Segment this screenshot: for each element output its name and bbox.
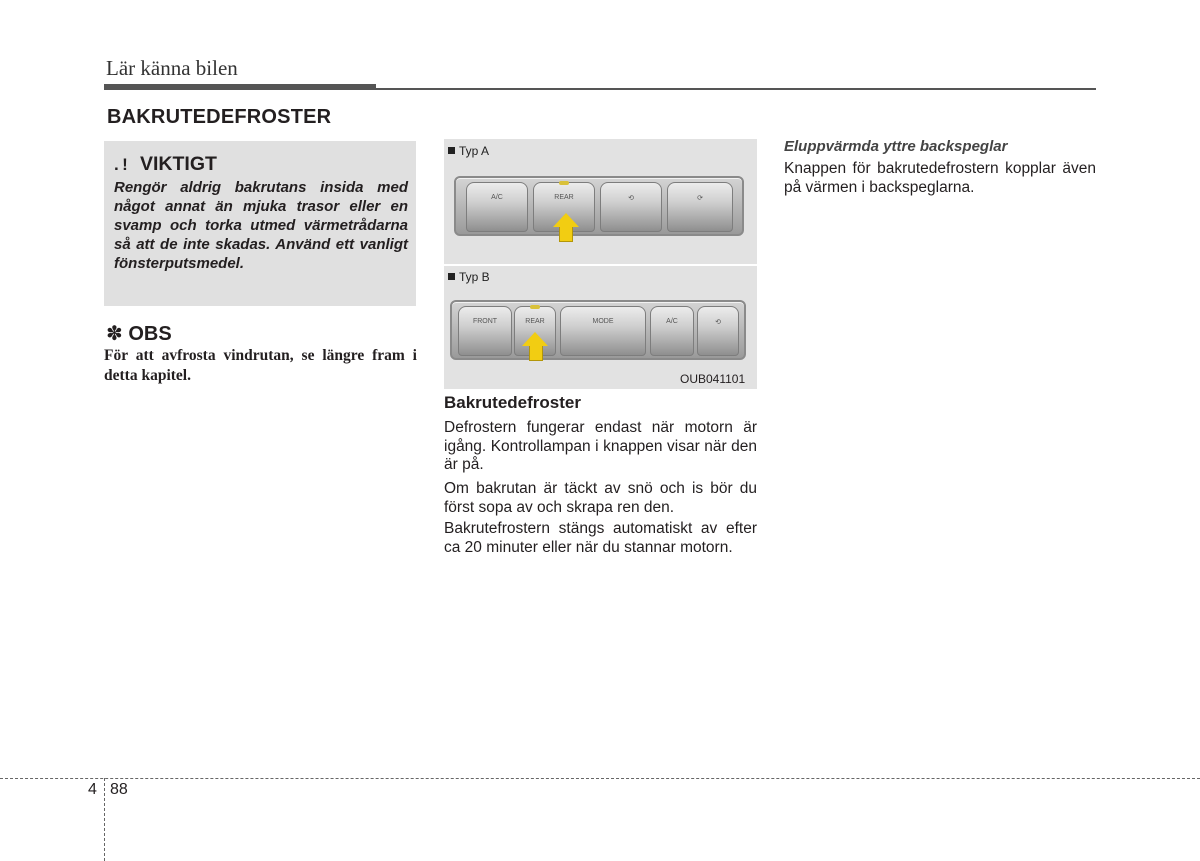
running-header: Lär känna bilen	[106, 56, 238, 80]
side-heading: Eluppvärmda yttre backspeglar	[784, 138, 1008, 155]
arrow-stem	[559, 227, 573, 242]
note-text: För att avfrosta vindrutan, se längre fram i detta kapitel.	[104, 347, 417, 384]
paragraph: Defrostern fungerar endast när motorn är igång. Kontrollampan i knappen visar när den är på.	[444, 419, 757, 473]
mode-button: MODE	[560, 306, 646, 356]
yellow-arrow-icon	[522, 332, 548, 346]
rear-defrost-button: REAR	[533, 182, 595, 232]
recirculation-button: ⟲	[600, 182, 662, 232]
paragraph: Om bakrutan är täckt av snö och is bör du först sopa av och skrapa ren den.	[444, 480, 757, 516]
chapter-number: 4	[88, 781, 97, 798]
paragraph: Bakrutefrostern stängs automatiskt av efter ca 20 minuter eller när du stannar motorn.	[444, 520, 757, 556]
note-heading	[106, 321, 172, 346]
control-panel-type-b	[450, 300, 746, 360]
warning-title: VIKTIGT	[140, 153, 217, 175]
warning-heading	[114, 153, 217, 176]
figure-divider	[444, 264, 757, 266]
header-rule-thin	[376, 88, 1096, 90]
figure-label-type-a: Typ A	[448, 144, 489, 158]
asterisk-icon: ✽	[106, 323, 123, 345]
yellow-arrow-icon	[553, 213, 579, 227]
subsection-heading: Bakrutedefroster	[444, 393, 581, 412]
footer-rule	[0, 778, 1200, 779]
warning-text: Rengör aldrig bakrutans insida med något annat än mjuka trasor eller en svamp och torka utmed värmetrådarna så att de inte skadas. Använd ett vanligt fönsterputsmedel.	[114, 179, 408, 272]
footer-divider	[104, 778, 105, 861]
ac-button: A/C	[466, 182, 528, 232]
front-defrost-button: FRONT	[458, 306, 512, 356]
indicator-lamp-icon	[530, 305, 540, 309]
indicator-lamp-icon	[559, 181, 569, 185]
square-bullet-icon	[448, 147, 455, 154]
exclamation-icon: . !	[114, 155, 128, 174]
square-bullet-icon	[448, 273, 455, 280]
header-rule	[104, 84, 376, 90]
figure-label-type-b: Typ B	[448, 270, 490, 284]
side-text: Knappen för bakrutedefrostern kopplar även på värmen i backspeglarna.	[784, 160, 1096, 196]
ac-button-b: A/C	[650, 306, 694, 356]
note-title: OBS	[128, 323, 172, 345]
air-intake-button: ⟲	[697, 306, 739, 356]
figure-code: OUB041101	[680, 372, 746, 386]
rear-defrost-button-b: REAR	[514, 306, 556, 356]
section-heading: BAKRUTEDEFROSTER	[107, 106, 332, 128]
arrow-stem	[529, 346, 543, 361]
fresh-air-button: ⟳	[667, 182, 733, 232]
page-number: 88	[110, 781, 128, 798]
control-panel-type-a	[454, 176, 744, 236]
